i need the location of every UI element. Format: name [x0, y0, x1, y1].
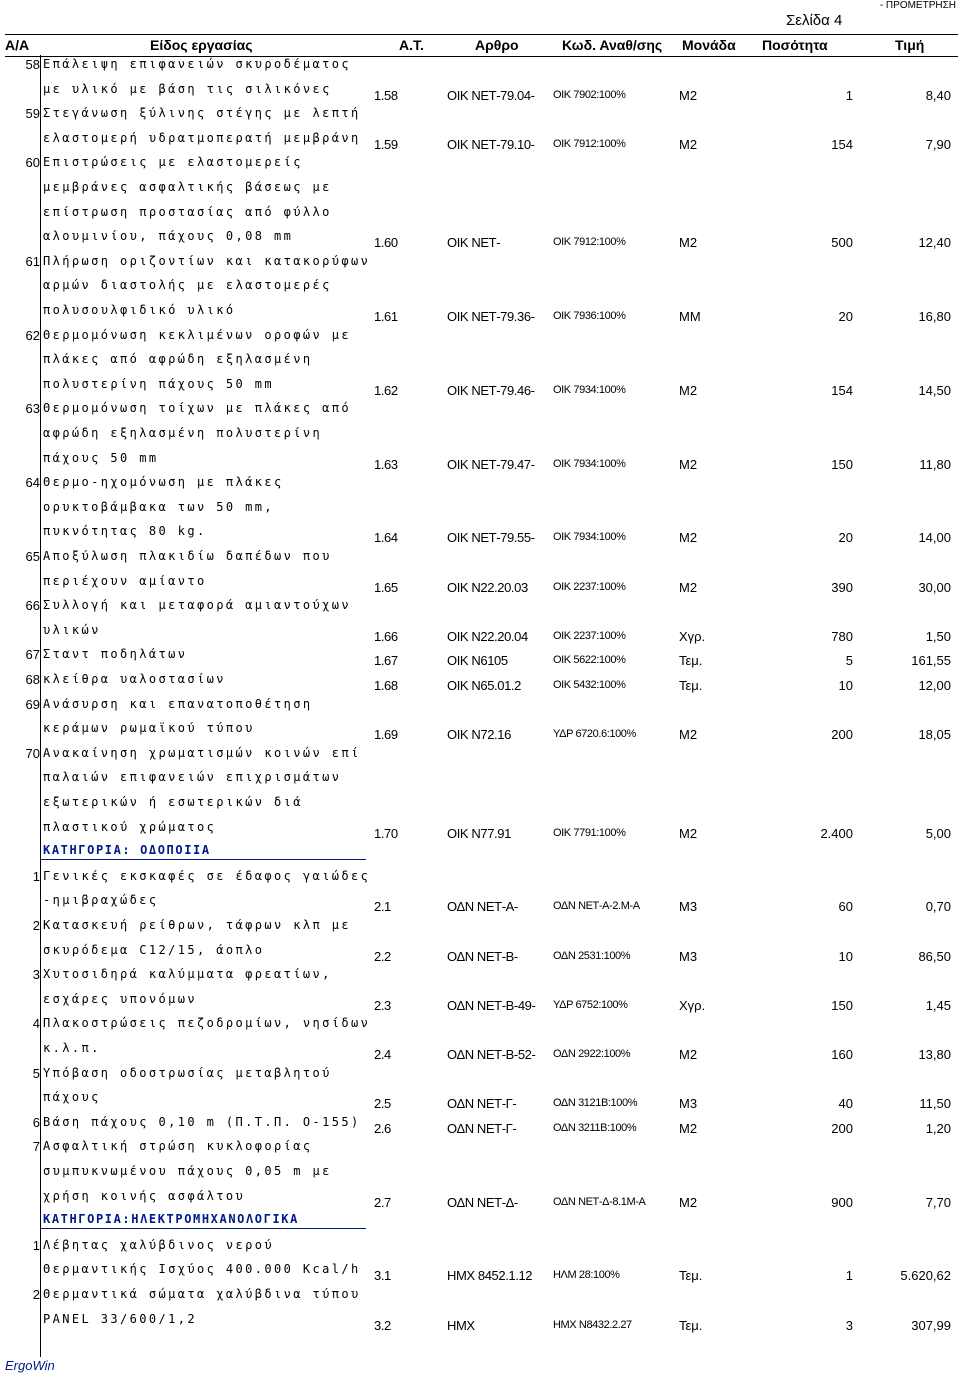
row-number: 6 — [32, 1114, 40, 1130]
row-price: 1,50 — [925, 628, 951, 644]
row-quantity: 154 — [831, 382, 853, 398]
row-quantity: 10 — [838, 678, 853, 693]
row-unit: Μ3 — [679, 899, 698, 915]
header-right-label: - ΠΡΟΜΕΤΡΗΣΗ — [879, 0, 956, 11]
row-at: 2.3 — [374, 997, 391, 1013]
row-code: ΥΔΡ 6720.6:100% — [553, 728, 636, 741]
row-number: 5 — [32, 1065, 40, 1081]
row-number: 2 — [32, 1287, 40, 1302]
row-article: ΟΔΝ ΝΕΤ-Γ- — [447, 1120, 517, 1136]
row-description-line: αρμών διαστολής με ελαστομερές — [43, 278, 332, 293]
column-header-col-aa: Α/Α — [5, 37, 30, 53]
row-code: ΟΔΝ 3211Β:100% — [553, 1121, 637, 1134]
row-price: 1,45 — [925, 997, 951, 1013]
row-code: ΟΙΚ 7791:100% — [553, 826, 626, 839]
column-header-col-code: Κωδ. Αναθ/σης — [562, 37, 663, 53]
row-code: ΟΔΝ 2531:100% — [553, 949, 631, 962]
row-quantity: 60 — [838, 899, 853, 915]
row-quantity: 3 — [845, 1317, 853, 1333]
row-description-line: Ασφαλτική στρώση κυκλοφορίας — [43, 1139, 313, 1154]
row-article: ΟΙΚ Ν77.91 — [447, 825, 511, 841]
row-description-line: μεμβράνες ασφαλτικής βάσεως με — [43, 180, 332, 194]
row-at: 2.4 — [374, 1047, 391, 1062]
category-heading: ΚΑΤΗΓΟΡΙΑ:ΗΛΕΚΤΡΟΜΗΧΑΝΟΛΟΓΙΚΑ — [43, 1212, 299, 1227]
row-description-line: αλουμινίου, πάχους 0,08 mm — [43, 229, 294, 244]
row-at: 1.67 — [374, 653, 398, 669]
row-description-line: περιέχουν αμίαντο — [43, 573, 207, 588]
category-heading: ΚΑΤΗΓΟΡΙΑ: ΟΔΟΠΟΙΙΑ — [43, 843, 211, 858]
row-at: 2.5 — [374, 1096, 391, 1112]
row-description-line: Ανακαίνηση χρωματισμών κοινών επί — [43, 745, 361, 760]
row-article: ΟΔΝ ΝΕΤ-Δ- — [447, 1194, 518, 1210]
row-price: 18,05 — [918, 727, 951, 743]
row-description-line: Θερμαντικά σώματα χαλύβδινα τύπου — [43, 1287, 361, 1301]
row-quantity: 1 — [845, 87, 853, 103]
row-price: 1,20 — [925, 1120, 951, 1136]
row-description-line: Ανάσυρση και επανατοποθέτηση — [43, 696, 313, 711]
row-description-line: εξωτερικών ή εσωτερικών διά — [43, 795, 303, 809]
row-quantity: 500 — [831, 235, 853, 251]
row-description-line: πλάκες από αφρώδη εξηλασμένη — [43, 352, 313, 367]
row-quantity: 200 — [831, 1120, 853, 1136]
row-price: 7,90 — [925, 136, 951, 152]
row-description-line: ελαστομερή υδρατμοπερατή μεμβράνη — [43, 130, 361, 145]
row-description-line: Πλακοστρώσεις πεζοδρομίων, νησίδων — [43, 1016, 371, 1031]
row-description-line: κλείθρα υαλοστασίων — [43, 672, 226, 686]
row-unit: Μ2 — [679, 1194, 698, 1210]
row-article: ΟΙΚ ΝΕΤ-79.36- — [447, 309, 535, 324]
row-number: 70 — [25, 745, 40, 761]
row-price: 0,70 — [925, 899, 951, 915]
row-number: 1 — [32, 1237, 40, 1253]
row-code: ΟΙΚ 2237:100% — [553, 629, 626, 642]
row-at: 1.64 — [374, 530, 398, 546]
row-description-line: Πλήρωση οριζοντίων και κατακορύφων — [43, 253, 371, 268]
row-quantity: 160 — [831, 1047, 853, 1062]
row-description-line: Θερμομόνωση κεκλιμένων οροφών με — [43, 327, 351, 342]
row-code: ΟΔΝ ΝΕΤ-Α-2.Μ-Α — [553, 900, 640, 913]
row-description-line: αφρώδη εξηλασμένη πολυστερίνη — [43, 426, 323, 440]
row-quantity: 10 — [838, 948, 853, 964]
row-at: 1.69 — [374, 727, 398, 743]
row-unit: Τεμ. — [679, 1268, 703, 1284]
row-unit: Μ2 — [679, 727, 698, 743]
row-price: 11,50 — [919, 1096, 951, 1112]
row-unit: Μ3 — [679, 948, 698, 964]
row-price: 5,00 — [925, 825, 951, 841]
row-price: 307,99 — [911, 1317, 951, 1333]
row-quantity: 200 — [831, 727, 853, 743]
row-description-line: χρήση κοινής ασφάλτου — [43, 1188, 246, 1203]
row-unit: ΜΜ — [679, 309, 701, 324]
row-description-line: επίστρωση προστασίας από φύλλο — [43, 204, 332, 219]
row-article: ΟΔΝ ΝΕΤ-Γ- — [447, 1096, 517, 1112]
row-description-line: πυκνότητας 80 kg. — [43, 524, 207, 539]
column-header-col-quantity: Ποσότητα — [762, 37, 828, 53]
row-description-line: Επιστρώσεις με ελαστομερείς — [43, 155, 303, 170]
row-code: ΟΙΚ 7934:100% — [553, 383, 626, 396]
row-description-line: υλικών — [43, 622, 101, 637]
row-description-line: παλαιών επιφανειών επιχρισμάτων — [43, 770, 342, 785]
row-at: 1.62 — [374, 382, 398, 398]
row-code: ΟΔΝ ΝΕΤ-Δ-8.1Μ-Α — [553, 1195, 646, 1208]
row-number: 66 — [25, 598, 40, 614]
row-at: 3.2 — [374, 1317, 391, 1333]
row-code: ΗΜΧ Ν8432.2.27 — [553, 1318, 632, 1331]
column-header-col-description: Είδος εργασίας — [150, 37, 253, 53]
row-description-line: εσχάρες υπονόμων — [43, 991, 197, 1006]
row-price: 5.620,62 — [900, 1268, 951, 1284]
row-article: ΟΔΝ ΝΕΤ-Α- — [447, 899, 518, 915]
row-article: ΗΜΧ — [447, 1317, 475, 1333]
row-unit: Μ2 — [679, 456, 698, 472]
row-quantity: 20 — [838, 530, 853, 546]
row-price: 30,00 — [918, 579, 951, 595]
row-unit: Μ2 — [679, 530, 698, 546]
row-quantity: 900 — [831, 1194, 853, 1210]
row-article: ΗΜΧ 8452.1.12 — [447, 1268, 533, 1284]
row-unit: Μ2 — [679, 136, 698, 152]
row-description-line: πολυσουλφιδικό υλικό — [43, 303, 236, 317]
row-at: 1.63 — [374, 456, 398, 472]
row-unit: Τεμ. — [679, 678, 703, 693]
row-article: ΟΙΚ ΝΕΤ-79.04- — [447, 87, 535, 103]
row-quantity: 150 — [831, 997, 853, 1013]
column-header-col-at: Α.Τ. — [399, 37, 424, 53]
column-divider — [40, 55, 41, 1357]
row-quantity: 2.400 — [820, 825, 853, 841]
column-header-col-price: Τιμή — [895, 37, 925, 53]
category-underline — [41, 859, 366, 860]
row-at: 1.59 — [374, 136, 398, 152]
row-quantity: 390 — [831, 579, 853, 595]
row-article: ΟΙΚ Ν72.16 — [447, 727, 511, 743]
row-at: 2.7 — [374, 1194, 391, 1210]
row-description-line: πολυστερίνη πάχους 50 mm — [43, 376, 274, 391]
row-description-line: σκυρόδεμα C12/15, άοπλο — [43, 942, 265, 957]
row-unit: Τεμ. — [679, 653, 703, 669]
footer-brand: ErgoWin — [5, 1358, 55, 1373]
row-price: 13,80 — [918, 1047, 951, 1062]
row-description-line: Επάλειψη επιφανειών σκυροδέματος — [43, 57, 351, 71]
row-article: ΟΙΚ ΝΕΤ-79.47- — [447, 456, 535, 472]
row-number: 4 — [32, 1016, 40, 1032]
row-price: 7,70 — [925, 1194, 951, 1210]
row-price: 16,80 — [918, 309, 951, 324]
row-price: 86,50 — [918, 948, 951, 964]
row-quantity: 1 — [845, 1268, 853, 1284]
row-code: ΟΙΚ 5432:100% — [553, 679, 626, 691]
row-number: 67 — [25, 647, 40, 663]
row-description-line: πάχους 50 mm — [43, 450, 159, 465]
row-code: ΟΙΚ 7934:100% — [553, 531, 626, 544]
row-description-line: PANEL 33/600/1,2 — [43, 1311, 197, 1326]
row-unit: Μ2 — [679, 579, 698, 595]
row-description-line: συμπυκνωμένου πάχους 0,05 m με — [43, 1164, 332, 1178]
row-code: ΟΙΚ 7902:100% — [553, 88, 626, 101]
row-at: 2.2 — [374, 948, 391, 964]
row-number: 61 — [25, 253, 40, 269]
row-price: 14,50 — [918, 382, 951, 398]
row-price: 12,40 — [918, 235, 951, 251]
row-unit: Τεμ. — [679, 1317, 703, 1333]
row-code: ΟΙΚ 2237:100% — [553, 580, 626, 593]
row-at: 1.70 — [374, 825, 398, 841]
row-number: 62 — [25, 327, 40, 343]
row-quantity: 154 — [831, 136, 853, 152]
row-unit: Μ2 — [679, 1120, 698, 1136]
row-number: 2 — [32, 918, 40, 933]
row-article: ΟΙΚ Ν22.20.03 — [447, 579, 528, 595]
row-description-line: Θερμαντικής Ισχύος 400.000 Kcal/h — [43, 1262, 361, 1277]
row-description-line: Συλλογή και μεταφορά αμιαντούχων — [43, 598, 351, 613]
row-description-line: με υλικό με βάση τις σιλικόνες — [43, 81, 332, 96]
row-number: 60 — [25, 155, 40, 171]
row-at: 1.61 — [374, 309, 398, 324]
category-underline — [41, 1228, 366, 1229]
row-at: 1.60 — [374, 235, 398, 251]
row-code: ΗΛΜ 28:100% — [553, 1269, 620, 1282]
row-quantity: 5 — [845, 653, 853, 669]
row-unit: Μ3 — [679, 1096, 698, 1112]
row-at: 1.58 — [374, 87, 398, 103]
page-label: Σελίδα 4 — [786, 12, 843, 29]
row-price: 11,80 — [919, 456, 951, 472]
row-description-line: κ.λ.π. — [43, 1041, 101, 1055]
row-article: ΟΔΝ ΝΕΤ-Β-52- — [447, 1047, 536, 1062]
row-number: 63 — [25, 401, 40, 417]
row-number: 69 — [25, 696, 40, 712]
row-code: ΟΙΚ 7912:100% — [553, 236, 626, 249]
row-unit: Χγρ. — [679, 628, 706, 644]
row-description-line: -ημιβραχώδες — [43, 893, 159, 908]
row-description-line: ορυκτοβάμβακα των 50 mm, — [43, 499, 274, 514]
row-article: ΟΔΝ ΝΕΤ-Β-49- — [447, 997, 536, 1013]
row-at: 1.65 — [374, 579, 398, 595]
row-number: 65 — [25, 549, 40, 564]
row-code: ΥΔΡ 6752:100% — [553, 998, 628, 1011]
row-article: ΟΙΚ ΝΕΤ-79.10- — [447, 136, 535, 152]
row-price: 14,00 — [918, 530, 951, 546]
row-quantity: 40 — [838, 1096, 853, 1112]
row-at: 1.66 — [374, 628, 398, 644]
row-description-line: πάχους — [43, 1090, 101, 1105]
row-description-line: Θερμο-ηχομόνωση με πλάκες — [43, 475, 284, 490]
row-description-line: Γενικές εκσκαφές σε έδαφος γαιώδες — [43, 868, 371, 883]
row-description-line: Υπόβαση οδοστρωσίας μεταβλητού — [43, 1065, 332, 1080]
row-number: 59 — [25, 106, 40, 122]
row-unit: Μ2 — [679, 87, 698, 103]
row-code: ΟΙΚ 7912:100% — [553, 137, 626, 150]
row-description-line: Λέβητας χαλύβδινος νερού — [43, 1237, 274, 1252]
row-description-line: κεράμων ρωμαϊκού τύπου — [43, 721, 255, 736]
column-header-col-unit: Μονάδα — [682, 37, 736, 53]
row-at: 1.68 — [374, 678, 398, 693]
row-unit: Μ2 — [679, 235, 698, 251]
row-article: ΟΙΚ ΝΕΤ-79.46- — [447, 382, 535, 398]
row-description-line: Θερμομόνωση τοίχων με πλάκες από — [43, 401, 351, 416]
row-unit: Χγρ. — [679, 997, 706, 1013]
row-article: ΟΔΝ ΝΕΤ-Β- — [447, 948, 518, 964]
row-code: ΟΙΚ 7936:100% — [553, 310, 626, 322]
row-quantity: 20 — [838, 309, 853, 324]
row-price: 12,00 — [918, 678, 951, 693]
row-article: ΟΙΚ Ν65.01.2 — [447, 678, 521, 693]
row-article: ΟΙΚ ΝΕΤ- — [447, 235, 501, 251]
row-number: 7 — [32, 1139, 40, 1155]
row-description-line: Στεγάνωση ξύλινης στέγης με λεπτή — [43, 106, 361, 121]
row-description-line: Χυτοσιδηρά καλύμματα φρεατίων, — [43, 967, 332, 982]
column-header-row — [5, 34, 958, 57]
row-description-line: Αποξύλωση πλακιδίω δαπέδων που — [43, 549, 332, 563]
row-article: ΟΙΚ ΝΕΤ-79.55- — [447, 530, 535, 546]
row-number: 68 — [25, 672, 40, 687]
row-quantity: 150 — [831, 456, 853, 472]
row-description-line: Βάση πάχους 0,10 m (Π.Τ.Π. Ο-155) — [43, 1114, 361, 1129]
row-price: 8,40 — [925, 87, 951, 103]
row-unit: Μ2 — [679, 825, 698, 841]
row-number: 64 — [25, 475, 40, 491]
row-description-line: Κατασκευή ρείθρων, τάφρων κλπ με — [43, 918, 351, 932]
row-number: 58 — [25, 57, 40, 72]
row-quantity: 780 — [831, 628, 853, 644]
row-code: ΟΔΝ 2922:100% — [553, 1048, 631, 1060]
row-number: 3 — [32, 967, 40, 983]
row-number: 1 — [32, 868, 40, 884]
row-unit: Μ2 — [679, 382, 698, 398]
row-description-line: πλαστικού χρώματος — [43, 819, 217, 834]
row-description-line: Σταντ ποδηλάτων — [43, 647, 188, 662]
column-header-col-article: Αρθρο — [475, 37, 519, 53]
row-code: ΟΔΝ 3121Β:100% — [553, 1097, 638, 1110]
row-at: 3.1 — [374, 1268, 391, 1284]
row-at: 2.1 — [374, 899, 391, 915]
row-unit: Μ2 — [679, 1047, 698, 1062]
row-code: ΟΙΚ 5622:100% — [553, 654, 626, 667]
row-price: 161,55 — [911, 653, 951, 669]
row-article: ΟΙΚ Ν6105 — [447, 653, 508, 669]
row-article: ΟΙΚ Ν22.20.04 — [447, 628, 528, 644]
row-code: ΟΙΚ 7934:100% — [553, 457, 626, 470]
row-at: 2.6 — [374, 1120, 391, 1136]
